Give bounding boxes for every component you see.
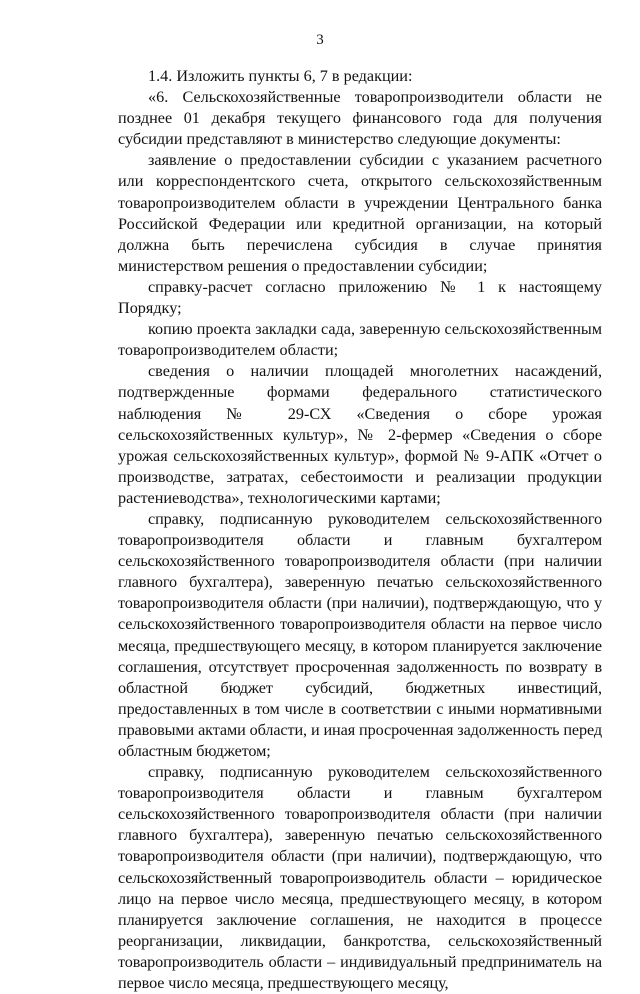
paragraph-plantings-info: сведения о наличии площадей многолетних насаждений, подтвержденные формами федерального статистического наблюдения № 29-СХ «Сведения о сборе урожая сельскохозяйственных культур», № 2-фермер «Сведения о сборе урожая сельскохозяйственных культур», формой № 9-АПК «Отчет о производстве, затратах, себестоимости и реализации продукции растениеводства», технологическими картами; (118, 362, 602, 507)
paragraph-orchard-project: копию проекта закладки сада, заверенную сельскохозяйственным товаропроизводителем области; (118, 320, 602, 360)
paragraph-amendment-intro: 1.4. Изложить пункты 6, 7 в редакции: (148, 67, 413, 85)
paragraph-item-6: «6. Сельскохозяйственные товаропроизводители области не позднее 01 декабря текущего финансового года для получения субсидии представляют в министерство следующие документы: (118, 88, 602, 149)
paragraph-application: заявление о предоставлении субсидии с указанием расчетного или корреспондентского счета, открытого сельскохозяйственным товаропроизводителем области в учреждении Центрального банка Российской Федерации или кредитной организации, на который должна быть перечислена субсидия в случае принятия министерством решения о предоставлении субсидии; (118, 151, 602, 275)
page-number: 3 (316, 32, 324, 48)
paragraph-no-reorganization-certificate: справку, подписанную руководителем сельскохозяйственного товаропроизводителя области и главным бухгалтером сельскохозяйственного товаропроизводителя области (при наличии главного бухгалтера), заверенную печатью сельскохозяйственного товаропроизводителя области (при наличии), подтверждающую, что сельскохозяйственный товаропроизводитель области – юридическое лицо на первое число месяца, предшествующего месяцу, в котором планируется заключение соглашения, не находится в процессе реорганизации, ликвидации, банкротства, сельскохозяйственный товаропроизводитель области – индивидуальный предприниматель на первое число месяца, предшествующего месяцу, (118, 763, 602, 993)
document-body (118, 66, 602, 994)
paragraph-no-debt-certificate: справку, подписанную руководителем сельскохозяйственного товаропроизводителя области и главным бухгалтером сельскохозяйственного товаропроизводителя области (при наличии главного бухгалтера), заверенную печатью сельскохозяйственного товаропроизводителя области (при наличии), подтверждающую, что у сельскохозяйственного товаропроизводителя области на первое число месяца, предшествующего месяцу, в котором планируется заключение соглашения, отсутствует просроченная задолженность по возврату в областной бюджет субсидий, бюджетных инвестиций, предоставленных в том числе в соответствии с иными нормативными правовыми актами области, и иная просроченная задолженность перед областным бюджетом; (118, 509, 602, 760)
paragraph-calculation: справку-расчет согласно приложению № 1 к настоящему Порядку; (118, 277, 602, 318)
